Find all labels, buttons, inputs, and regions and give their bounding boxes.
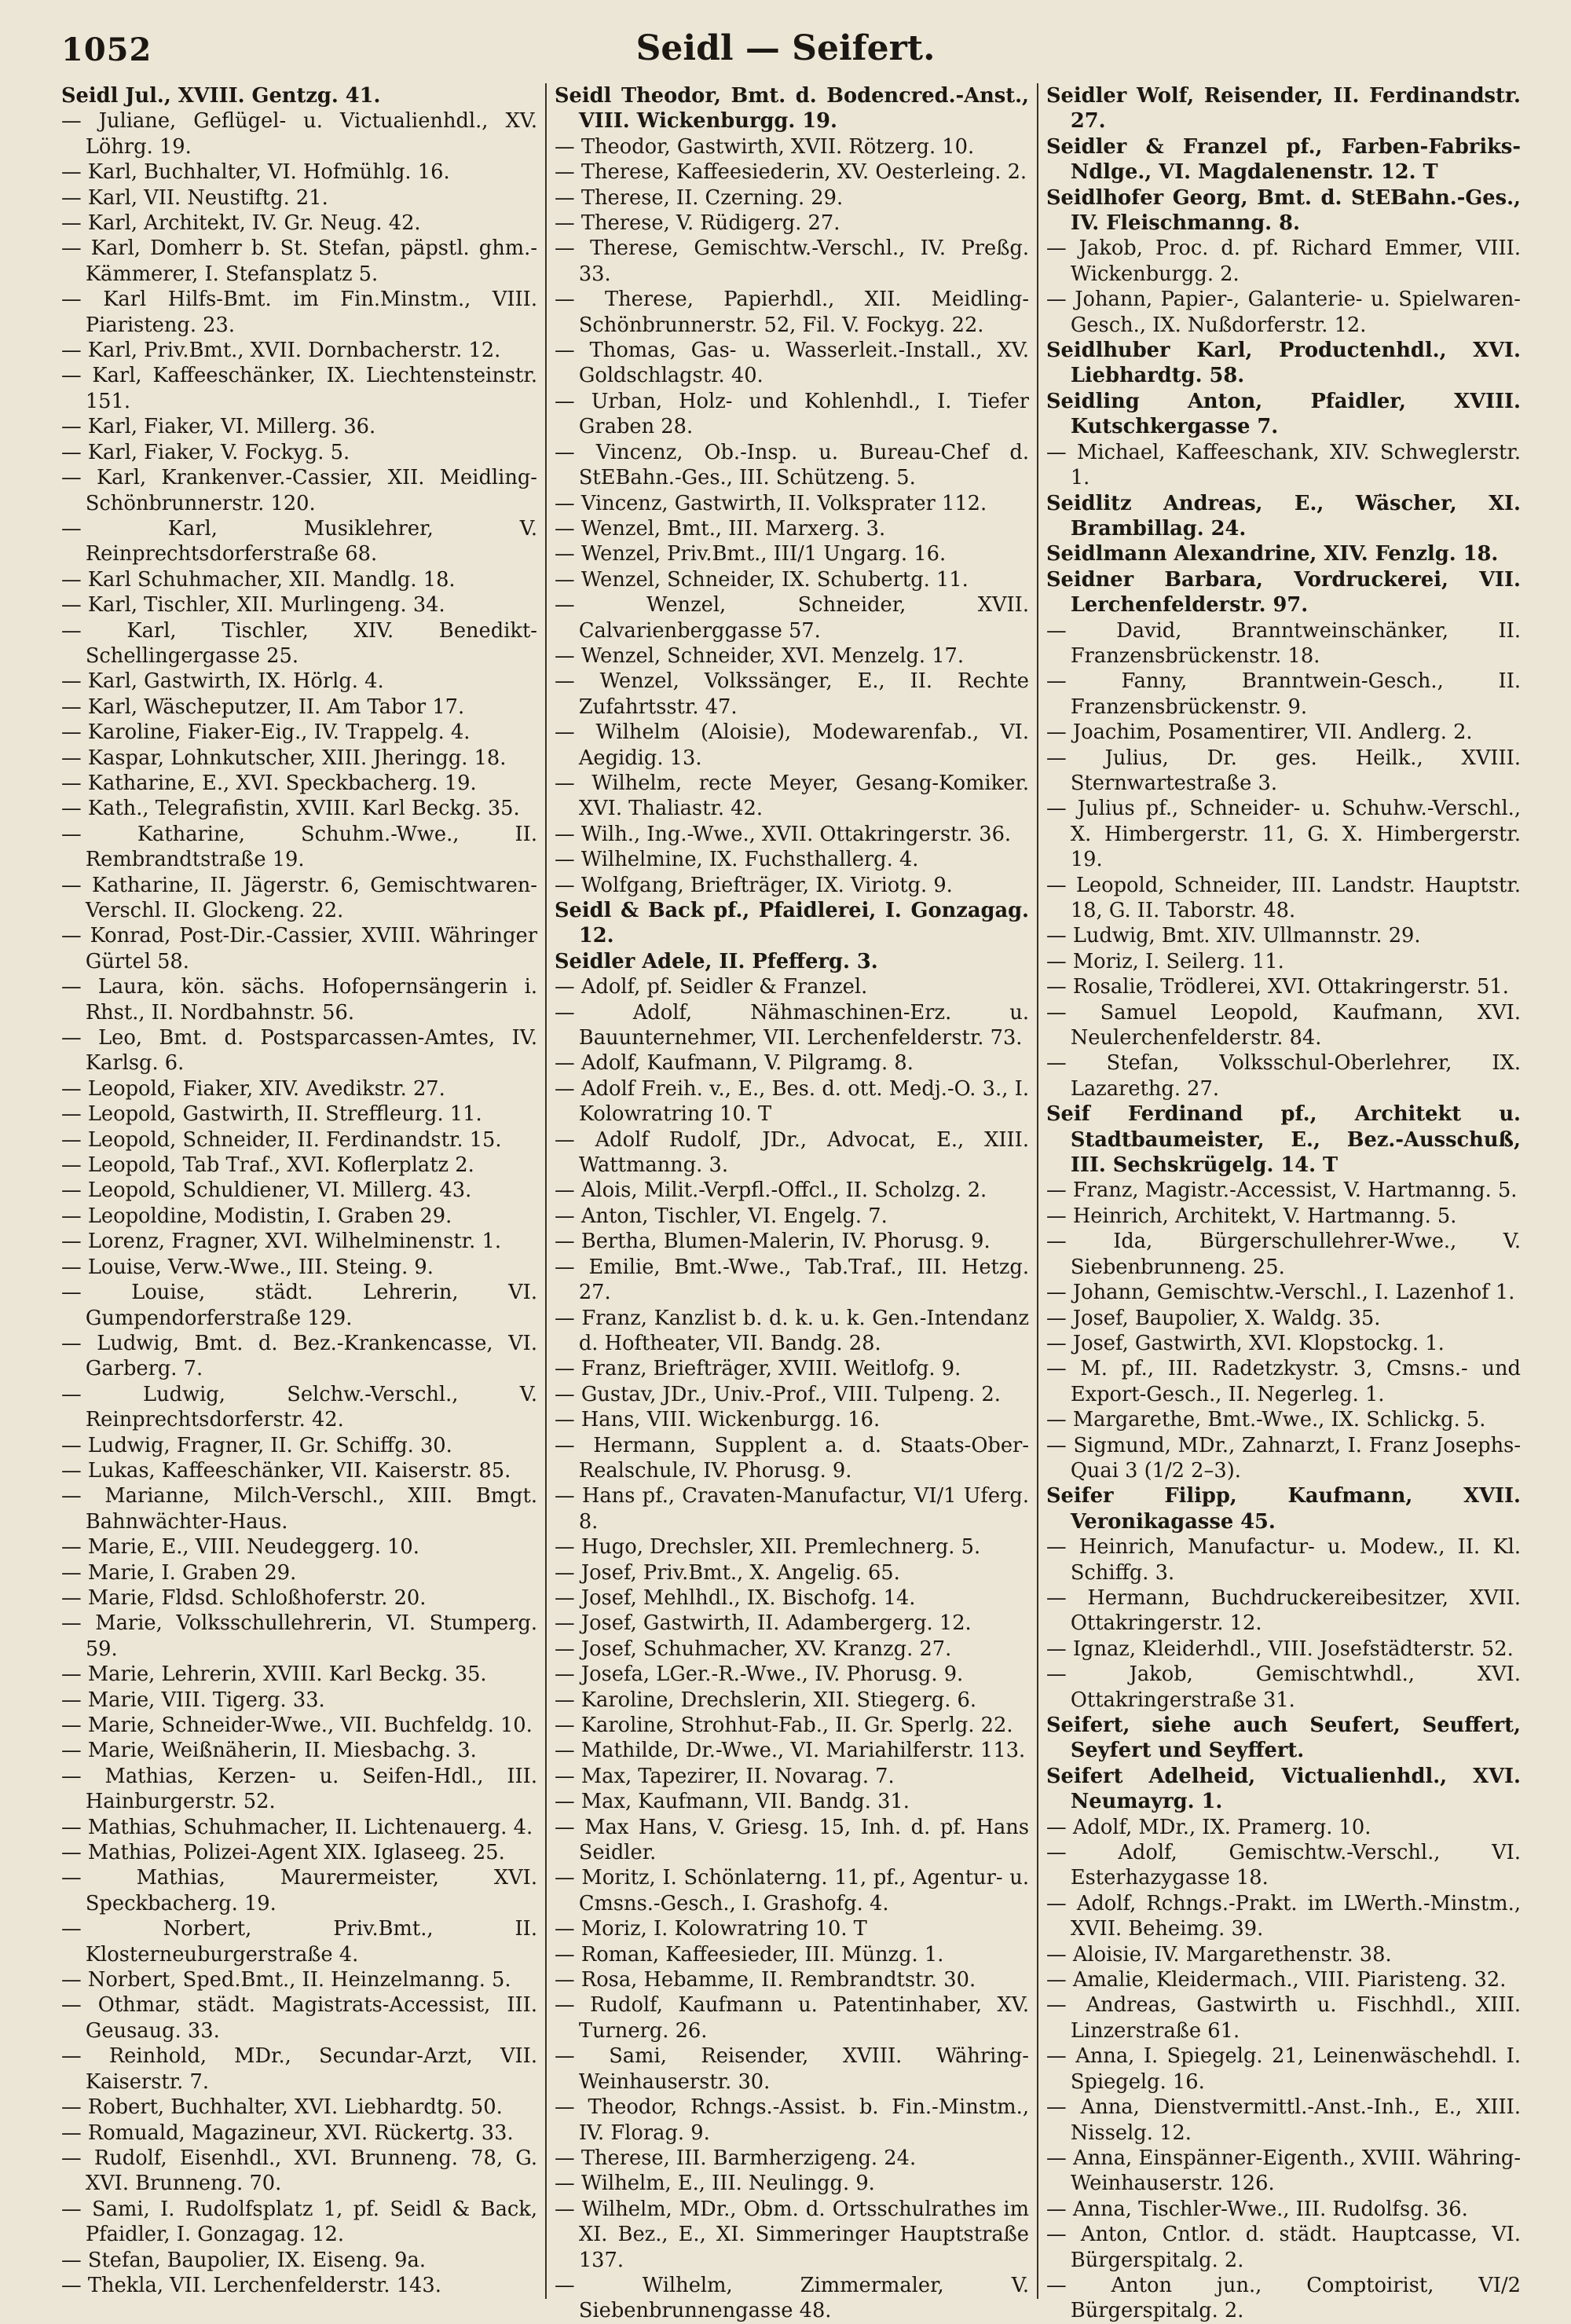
directory-entry: — Theodor, Gastwirth, XVII. Rötzerg. 10. — [555, 134, 975, 159]
column-left — [53, 83, 545, 2299]
directory-entry: — Michael, Kaffeeschank, XIV. Schweglerstr. 1. — [1046, 440, 1521, 490]
directory-entry: — Leopold, Schneider, II. Ferdinandstr. 15. — [61, 1127, 502, 1152]
directory-entry: — Karl, Wäscheputzer, II. Am Tabor 17. — [61, 695, 465, 719]
directory-entry: — Louise, Verw.-Wwe., III. Steing. 9. — [61, 1255, 434, 1279]
directory-entry: — Karl, Priv.Bmt., XVII. Dornbacherstr. 12. — [61, 339, 501, 363]
directory-entry: — Adolf, Gemischtw.-Verschl., VI. Esterhazygasse 18. — [1046, 1841, 1521, 1890]
directory-entry: — Leopold, Gastwirth, II. Streffleurg. 11. — [61, 1102, 482, 1127]
directory-entry: — Konrad, Post-Dir.-Cassier, XVIII. Währinger Gürtel 58. — [61, 924, 537, 973]
directory-entry: — Norbert, Sped.Bmt., II. Heinzelmanng. 5. — [61, 1968, 511, 1992]
directory-entry: — Wilhelm, Zimmermaler, V. Siebenbrunnengasse 48. — [555, 2273, 1029, 2323]
directory-entry: — Vincenz, Ob.-Insp. u. Bureau-Chef d. StEBahn.-Ges., III. Schützeng. 5. — [555, 440, 1029, 490]
directory-entry: — Othmar, städt. Magistrats-Accessist, III. Geusaug. 33. — [61, 1993, 537, 2043]
directory-entry: — Leopoldine, Modistin, I. Graben 29. — [61, 1204, 452, 1228]
directory-entry: — Hans pf., Cravaten-Manufactur, VI/1 Uferg. 8. — [555, 1484, 1029, 1534]
directory-entry: Seidlhofer Georg, Bmt. d. StEBahn.-Ges., IV. Fleischmanng. 8. — [1046, 185, 1521, 236]
directory-entry: — Mathias, Polizei-Agent XIX. Iglaseeg. 25. — [61, 1841, 505, 1865]
directory-entry: — Emilie, Bmt.-Wwe., Tab.Traf., III. Hetzg. 27. — [555, 1255, 1029, 1305]
directory-entry: — Ida, Bürgerschullehrer-Wwe., V. Siebenbrunneng. 25. — [1046, 1230, 1521, 1279]
directory-entry: — Sami, I. Rudolfsplatz 1, pf. Seidl & Back, Pfaidler, I. Gonzagag. 12. — [61, 2197, 537, 2247]
directory-entry: Seidling Anton, Pfaidler, XVIII. Kutschkergasse 7. — [1046, 389, 1521, 439]
directory-entry: — Hermann, Buchdruckereibesitzer, XVII. Ottakringerstr. 12. — [1046, 1585, 1521, 1636]
directory-entry: — Adolf Freih. v., E., Bes. d. ott. Medj.-O. 3., I. Kolowratring 10. T — [555, 1076, 1029, 1127]
page-header — [61, 27, 1510, 71]
directory-entry: — Katharine, Schuhm.-Wwe., II. Rembrandtstraße 19. — [61, 822, 537, 872]
directory-entry: — Wilhelmine, IX. Fuchsthallerg. 4. — [555, 848, 919, 872]
directory-entry: — Josef, Schuhmacher, XV. Kranzg. 27. — [555, 1637, 952, 1661]
directory-entry: — Wilhelm (Aloisie), Modewarenfab., VI. Aegidig. 13. — [555, 720, 1029, 770]
directory-entry: — David, Branntweinschänker, II. Franzensbrückenstr. 18. — [1046, 618, 1521, 668]
directory-entry: — Theodor, Rchngs.-Assist. b. Fin.-Minstm., IV. Florag. 9. — [555, 2095, 1029, 2145]
directory-entry: — Josef, Baupolier, X. Waldg. 35. — [1046, 1306, 1381, 1330]
directory-entry: — Anna, Einspänner-Eigenth., XVIII. Währing-Weinhauserstr. 126. — [1046, 2146, 1521, 2196]
directory-entry: — Leo, Bmt. d. Postsparcassen-Amtes, IV. Karlsg. 6. — [61, 1026, 537, 1076]
directory-entry: — Marie, I. Graben 29. — [61, 1560, 297, 1585]
directory-entry: — Josef, Gastwirth, II. Adambergerg. 12. — [555, 1611, 972, 1636]
directory-entry: — Ignaz, Kleiderhdl., VIII. Josefstädterstr. 52. — [1046, 1637, 1514, 1661]
directory-entry: — Hermann, Supplent a. d. Staats-Ober-Realschule, IV. Phorusg. 9. — [555, 1433, 1029, 1483]
directory-entry: — Franz, Magistr.-Accessist, V. Hartmanng. 5. — [1046, 1178, 1518, 1203]
directory-entry: Seidl Theodor, Bmt. d. Bodencred.-Anst., VIII. Wickenburgg. 19. — [555, 84, 1029, 134]
directory-entry: — Alois, Milit.-Verpfl.-Offcl., II. Scholzg. 2. — [555, 1178, 987, 1203]
directory-entry: — Mathias, Maurermeister, XVI. Speckbacherg. 19. — [61, 1866, 537, 1915]
directory-entry: — Anton jun., Comptoirist, VI/2 Bürgerspitalg. 2. — [1046, 2273, 1521, 2323]
directory-entry: — Adolf, Rchngs.-Prakt. im LWerth.-Minstm., XVII. Beheimg. 39. — [1046, 1891, 1521, 1941]
directory-entry: — Adolf, pf. Seidler & Franzel. — [555, 975, 868, 999]
directory-entry: — Rudolf, Eisenhdl., XVI. Brunneng. 78, G. XVI. Brunneng. 70. — [61, 2146, 537, 2196]
directory-entry: — Thekla, VII. Lerchenfelderstr. 143. — [61, 2273, 441, 2297]
directory-entry: — Rosalie, Trödlerei, XVI. Ottakringerstr. 51. — [1046, 975, 1509, 999]
directory-entry: — Leopold, Fiaker, XIV. Avedikstr. 27. — [61, 1076, 445, 1101]
directory-entry: — Kaspar, Lohnkutscher, XIII. Jheringg. 18. — [61, 746, 507, 770]
directory-entry: — Max, Kaufmann, VII. Bandg. 31. — [555, 1790, 910, 1814]
directory-entry: — Juliane, Geflügel- u. Victualienhdl., XV. Löhrg. 19. — [61, 109, 537, 159]
directory-entry: — Romuald, Magazineur, XVI. Rückertg. 33. — [61, 2121, 514, 2145]
directory-entry: — Urban, Holz- und Kohlenhdl., I. Tiefer Graben 28. — [555, 389, 1029, 439]
directory-entry: — Sigmund, MDr., Zahnarzt, I. Franz Josephs-Quai 3 (1/2 2–3). — [1046, 1433, 1521, 1483]
directory-entry: — Karl, Musiklehrer, V. Reinprechtsdorferstraße 68. — [61, 516, 537, 566]
column-right — [1037, 83, 1529, 2323]
directory-entry: — Johann, Papier-, Galanterie- u. Spielwaren-Gesch., IX. Nußdorferstr. 12. — [1046, 288, 1521, 337]
directory-entry: — Karl, Tischler, XIV. Benedikt-Schellingergasse 25. — [61, 618, 537, 668]
directory-entry: — Aloisie, IV. Margarethenstr. 38. — [1046, 1942, 1392, 1967]
directory-entry: — Franz, Briefträger, XVIII. Weitlofg. 9. — [555, 1357, 961, 1381]
directory-entry: — Joachim, Posamentirer, VII. Andlerg. 2. — [1046, 720, 1473, 745]
directory-entry: Seifert, siehe auch Seufert, Seuffert, Seyfert und Seyffert. — [1046, 1714, 1521, 1763]
directory-entry: — Julius, Dr. ges. Heilk., XVIII. Sternwartestraße 3. — [1046, 746, 1521, 795]
directory-entry: — Therese, Kaffeesiederin, XV. Oesterleing. 2. — [555, 160, 1027, 185]
directory-entry: — Josef, Mehlhdl., IX. Bischofg. 14. — [555, 1585, 916, 1610]
directory-entry: — Marie, Weißnäherin, II. Miesbachg. 3. — [61, 1739, 477, 1763]
directory-entry: — Marie, Lehrerin, XVIII. Karl Beckg. 35. — [61, 1662, 487, 1687]
directory-entry: — Karl, Buchhalter, VI. Hofmühlg. 16. — [61, 160, 450, 185]
directory-entry: — Marie, Fldsd. Schloßhoferstr. 20. — [61, 1585, 427, 1610]
directory-entry: — Mathilde, Dr.-Wwe., VI. Mariahilferstr. 113. — [555, 1739, 1026, 1763]
directory-entry: — Sami, Reisender, XVIII. Währing-Weinhauserstr. 30. — [555, 2044, 1029, 2094]
directory-entry: — Wenzel, Priv.Bmt., III/1 Ungarg. 16. — [555, 542, 947, 566]
column-middle — [545, 83, 1037, 2323]
directory-entry: — Moriz, I. Seilerg. 11. — [1046, 949, 1284, 973]
directory-entry: Seidler Wolf, Reisender, II. Ferdinandstr. 27. — [1046, 84, 1521, 134]
directory-entry: — Stefan, Volksschul-Oberlehrer, IX. Lazarethg. 27. — [1046, 1051, 1521, 1101]
directory-entry: Seidlmann Alexandrine, XIV. Fenzlg. 18. — [1046, 542, 1499, 566]
directory-entry: — Karl, Kaffeeschänker, IX. Liechtensteinstr. 151. — [61, 364, 537, 413]
directory-entry: — Roman, Kaffeesieder, III. Münzg. 1. — [555, 1942, 944, 1967]
directory-entry: — Thomas, Gas- u. Wasserleit.-Install., XV. Goldschlagstr. 40. — [555, 339, 1029, 388]
directory-entry: — Moritz, I. Schönlaterng. 11, pf., Agentur- u. Cmsns.-Gesch., I. Grashofg. 4. — [555, 1866, 1029, 1915]
directory-entry: — Kath., Telegrafistin, XVIII. Karl Beckg. 35. — [61, 797, 520, 821]
directory-entry: — Louise, städt. Lehrerin, VI. Gumpendorferstraße 129. — [61, 1281, 537, 1330]
directory-entry: — Julius pf., Schneider- u. Schuhw.-Verschl., X. Himbergerstr. 11, G. X. Himbergerstr. 19. — [1046, 797, 1521, 872]
directory-entry: — Wilhelm, MDr., Obm. d. Ortsschulrathes im XI. Bez., E., XI. Simmeringer Hauptstraße 137. — [555, 2197, 1029, 2272]
directory-entry: — Franz, Kanzlist b. d. k. u. k. Gen.-Intendanz d. Hoftheater, VII. Bandg. 28. — [555, 1306, 1029, 1355]
directory-entry: — Karl, Tischler, XII. Murlingeng. 34. — [61, 593, 445, 618]
directory-entry: Seidl Jul., XVIII. Gentzg. 41. — [61, 84, 381, 108]
directory-entry: — Max, Tapezirer, II. Novarag. 7. — [555, 1764, 895, 1788]
directory-entry: — Anna, I. Spiegelg. 21, Leinenwäschehdl. I. Spiegelg. 16. — [1046, 2044, 1521, 2094]
directory-entry: — Mathias, Kerzen- u. Seifen-Hdl., III. Hainburgerstr. 52. — [61, 1764, 537, 1814]
directory-entry: — M. pf., III. Radetzkystr. 3, Cmsns.- und Export-Gesch., II. Negerleg. 1. — [1046, 1357, 1521, 1406]
directory-entry: — Margarethe, Bmt.-Wwe., IX. Schlickg. 5. — [1046, 1408, 1486, 1432]
directory-entry: — Moriz, I. Kolowratring 10. T — [555, 1917, 867, 1941]
directory-entry: — Jakob, Gemischtwhdl., XVI. Ottakringerstraße 31. — [1046, 1662, 1521, 1712]
directory-entry: Seidler Adele, II. Pfefferg. 3. — [555, 949, 878, 973]
directory-entry: — Karl Hilfs-Bmt. im Fin.Minstm., VIII. Piaristeng. 23. — [61, 288, 537, 337]
directory-entry: — Rudolf, Kaufmann u. Patentinhaber, XV. Turnerg. 26. — [555, 1993, 1029, 2043]
directory-entry: — Anna, Tischler-Wwe., III. Rudolfsg. 36. — [1046, 2197, 1468, 2221]
directory-entry: — Therese, II. Czerning. 29. — [555, 185, 844, 210]
directory-entry: — Katharine, E., XVI. Speckbacherg. 19. — [61, 771, 477, 795]
directory-entry: — Wenzel, Bmt., III. Marxerg. 3. — [555, 516, 886, 541]
directory-entry: — Marie, E., VIII. Neudeggerg. 10. — [61, 1535, 419, 1560]
directory-entry: — Ludwig, Selchw.-Verschl., V. Reinprechtsdorferstr. 42. — [61, 1382, 537, 1432]
directory-entry: — Josef, Priv.Bmt., X. Angelig. 65. — [555, 1560, 900, 1585]
directory-entry: — Wenzel, Volkssänger, E., II. Rechte Zufahrtsstr. 47. — [555, 669, 1029, 719]
directory-entry: Seidl & Back pf., Pfaidlerei, I. Gonzagag. 12. — [555, 899, 1029, 948]
directory-entry: — Anna, Dienstvermittl.-Anst.-Inh., E., XIII. Nisselg. 12. — [1046, 2095, 1521, 2145]
directory-entry: — Marianne, Milch-Verschl., XIII. Bmgt. Bahnwächter-Haus. — [61, 1484, 537, 1534]
running-head-title: Seidl — Seifert. — [635, 28, 936, 68]
directory-entry: — Karl, VII. Neustiftg. 21. — [61, 185, 328, 210]
directory-entry: — Lukas, Kaffeeschänker, VII. Kaiserstr. 85. — [61, 1458, 511, 1483]
directory-entry: Seifer Filipp, Kaufmann, XVII. Veronikagasse 45. — [1046, 1484, 1521, 1534]
page-number: 1052 — [61, 31, 152, 68]
directory-entry: — Karl, Domherr b. St. Stefan, päpstl. ghm.-Kämmerer, I. Stefansplatz 5. — [61, 236, 537, 286]
directory-entry: — Karl, Gastwirth, IX. Hörlg. 4. — [61, 669, 384, 694]
directory-entry: — Laura, kön. sächs. Hofopernsängerin i. Rhst., II. Nordbahnstr. 56. — [61, 975, 537, 1025]
directory-entry: — Norbert, Priv.Bmt., II. Klosterneuburgerstraße 4. — [61, 1917, 537, 1967]
directory-entry: — Wenzel, Schneider, IX. Schubertg. 11. — [555, 567, 969, 592]
directory-entry: — Karl, Krankenver.-Cassier, XII. Meidling-Schönbrunnerstr. 120. — [61, 466, 537, 515]
directory-entry: — Marie, Schneider-Wwe., VII. Buchfeldg. 10. — [61, 1714, 533, 1737]
directory-entry: — Anton, Tischler, VI. Engelg. 7. — [555, 1204, 888, 1228]
directory-entry: — Wilhelm, E., III. Neulingg. 9. — [555, 2172, 875, 2196]
directory-entry: — Adolf Rudolf, JDr., Advocat, E., XIII. Wattmanng. 3. — [555, 1127, 1029, 1178]
directory-entry: — Ludwig, Bmt. XIV. Ullmannstr. 29. — [1046, 924, 1421, 948]
directory-entry: — Karl, Fiaker, V. Fockyg. 5. — [61, 440, 350, 464]
directory-entry: — Stefan, Baupolier, IX. Eiseng. 9a. — [61, 2248, 426, 2272]
directory-entry: — Karoline, Strohhut-Fab., II. Gr. Sperlg. 22. — [555, 1714, 1013, 1737]
directory-entry: — Karoline, Fiaker-Eig., IV. Trappelg. 4. — [61, 720, 471, 745]
directory-entry: — Marie, Volksschullehrerin, VI. Stumperg. 59. — [61, 1611, 537, 1661]
directory-entry: — Rosa, Hebamme, II. Rembrandtstr. 30. — [555, 1968, 976, 1992]
directory-entry: — Mathias, Schuhmacher, II. Lichtenauerg. 4. — [61, 1815, 533, 1839]
directory-entry: — Karoline, Drechslerin, XII. Stiegerg. 6. — [555, 1688, 977, 1712]
directory-entry: — Wolfgang, Briefträger, IX. Viriotg. 9. — [555, 873, 953, 897]
directory-entry: — Robert, Buchhalter, XVI. Liebhardtg. 50. — [61, 2095, 503, 2120]
directory-entry: — Vincenz, Gastwirth, II. Volksprater 112. — [555, 491, 987, 515]
directory-entry: — Karl, Fiaker, VI. Millerg. 36. — [61, 415, 376, 439]
directory-entry: — Bertha, Blumen-Malerin, IV. Phorusg. 9. — [555, 1230, 991, 1254]
directory-entry: — Amalie, Kleidermach., VIII. Piaristeng. 32. — [1046, 1968, 1507, 1992]
directory-entry: — Marie, VIII. Tigerg. 33. — [61, 1688, 325, 1712]
directory-entry: — Lorenz, Fragner, XVI. Wilhelminenstr. 1. — [61, 1230, 501, 1254]
directory-entry: — Therese, Gemischtw.-Verschl., IV. Preßg. 33. — [555, 236, 1029, 286]
directory-entry: — Therese, Papierhdl., XII. Meidling-Schönbrunnerstr. 52, Fil. V. Fockyg. 22. — [555, 288, 1029, 337]
directory-entry: — Josef, Gastwirth, XVI. Klopstockg. 1. — [1046, 1331, 1445, 1355]
directory-entry: — Johann, Gemischtw.-Verschl., I. Lazenhof 1. — [1046, 1281, 1515, 1305]
directory-entry: — Fanny, Branntwein-Gesch., II. Franzensbrückenstr. 9. — [1046, 669, 1521, 719]
directory-entry: — Karl Schuhmacher, XII. Mandlg. 18. — [61, 567, 456, 592]
directory-entry: — Reinhold, MDr., Secundar-Arzt, VII. Kaiserstr. 7. — [61, 2044, 537, 2094]
directory-entry: Seidlitz Andreas, E., Wäscher, XI. Brambillag. 24. — [1046, 491, 1521, 541]
directory-entry: Seifert Adelheid, Victualienhdl., XVI. Neumayrg. 1. — [1046, 1764, 1521, 1814]
directory-entry: — Heinrich, Manufactur- u. Modew., II. Kl. Schiffg. 3. — [1046, 1535, 1521, 1585]
directory-entry: — Anton, Cntlor. d. städt. Hauptcasse, VI. Bürgerspitalg. 2. — [1046, 2223, 1521, 2272]
directory-entry: — Leopold, Tab Traf., XVI. Koflerplatz 2. — [61, 1153, 474, 1178]
directory-entry: — Leopold, Schuldiener, VI. Millerg. 43. — [61, 1178, 472, 1203]
directory-entry: — Hans, VIII. Wickenburgg. 16. — [555, 1408, 881, 1432]
directory-entry: — Ludwig, Bmt. d. Bez.-Krankencasse, VI. Garberg. 7. — [61, 1331, 537, 1381]
directory-entry: — Josefa, LGer.-R.-Wwe., IV. Phorusg. 9. — [555, 1662, 964, 1687]
directory-entry: — Wilh., Ing.-Wwe., XVII. Ottakringerstr. 36. — [555, 822, 1012, 846]
directory-entry: — Karl, Architekt, IV. Gr. Neug. 42. — [61, 211, 421, 236]
directory-entry: Seif Ferdinand pf., Architekt u. Stadtbaumeister, E., Bez.-Ausschuß, III. Sechskrügelg. 14. T — [1046, 1102, 1521, 1178]
directory-entry: — Max Hans, V. Griesg. 15, Inh. d. pf. Hans Seidler. — [555, 1815, 1029, 1865]
directory-entry: — Adolf, Kaufmann, V. Pilgramg. 8. — [555, 1051, 914, 1076]
directory-entry: — Wenzel, Schneider, XVI. Menzelg. 17. — [555, 643, 965, 668]
directory-entry: — Ludwig, Fragner, II. Gr. Schiffg. 30. — [61, 1433, 452, 1457]
directory-entry: — Jakob, Proc. d. pf. Richard Emmer, VIII. Wickenburgg. 2. — [1046, 236, 1521, 286]
directory-entry: — Hugo, Drechsler, XII. Premlechnerg. 5. — [555, 1535, 981, 1560]
directory-entry: — Therese, V. Rüdigerg. 27. — [555, 211, 840, 236]
directory-entry: — Therese, III. Barmherzigeng. 24. — [555, 2146, 917, 2170]
directory-entry: — Wenzel, Schneider, XVII. Calvarienberggasse 57. — [555, 593, 1029, 643]
directory-entry: — Heinrich, Architekt, V. Hartmanng. 5. — [1046, 1204, 1457, 1228]
directory-entry: — Adolf, MDr., IX. Pramerg. 10. — [1046, 1815, 1371, 1839]
directory-columns — [53, 83, 1529, 2323]
directory-entry: — Gustav, JDr., Univ.-Prof., VIII. Tulpeng. 2. — [555, 1382, 1001, 1406]
directory-entry: — Adolf, Nähmaschinen-Erz. u. Bauunternehmer, VII. Lerchenfelderstr. 73. — [555, 1000, 1029, 1050]
directory-entry: — Katharine, II. Jägerstr. 6, Gemischtwaren-Verschl. II. Glockeng. 22. — [61, 873, 537, 922]
directory-entry: — Andreas, Gastwirth u. Fischhdl., XIII. Linzerstraße 61. — [1046, 1993, 1521, 2043]
directory-entry: Seidner Barbara, Vordruckerei, VII. Lerchenfelderstr. 97. — [1046, 567, 1521, 618]
directory-entry: — Wilhelm, recte Meyer, Gesang-Komiker. XVI. Thaliastr. 42. — [555, 771, 1029, 821]
directory-entry: Seidler & Franzel pf., Farben-Fabriks-Ndlge., VI. Magdalenenstr. 12. T — [1046, 134, 1521, 185]
directory-entry: — Leopold, Schneider, III. Landstr. Hauptstr. 18, G. II. Taborstr. 48. — [1046, 873, 1521, 922]
directory-entry: Seidlhuber Karl, Productenhdl., XVI. Liebhardtg. 58. — [1046, 339, 1521, 388]
directory-entry: — Samuel Leopold, Kaufmann, XVI. Neulerchenfelderstr. 84. — [1046, 1000, 1521, 1050]
